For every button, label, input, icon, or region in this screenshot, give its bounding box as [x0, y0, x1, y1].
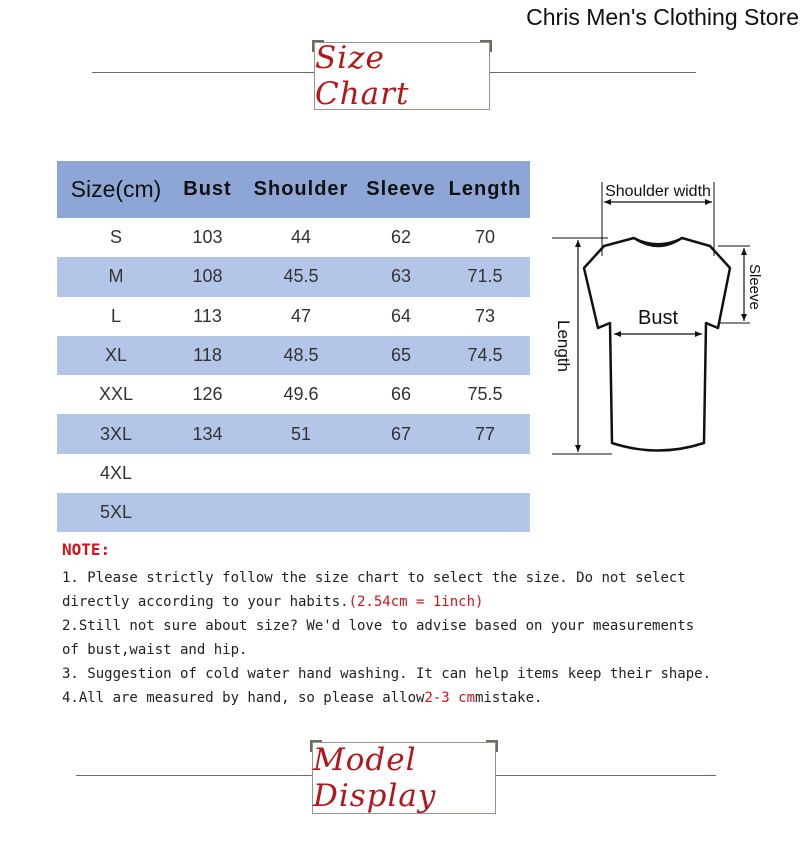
- cell-shoulder: 45.5: [283, 266, 319, 287]
- cell-size: S: [109, 227, 122, 248]
- sleeve-label: Sleeve: [746, 264, 763, 310]
- note-line-4: [62, 686, 782, 710]
- size-table: [57, 161, 530, 532]
- table-row: [57, 336, 530, 375]
- model-display-line-right: [496, 775, 716, 776]
- tshirt-outline: [584, 238, 730, 451]
- cell-size: 4XL: [99, 462, 133, 483]
- model-display-title-box: [312, 742, 496, 814]
- cell-sleeve: 63: [390, 266, 412, 287]
- model-display-line-left: [76, 775, 312, 776]
- length-label: Length: [554, 320, 573, 372]
- table-row: [57, 414, 530, 453]
- cell-size: 5XL: [99, 502, 133, 523]
- store-name: Chris Men's Clothing Store: [526, 4, 799, 30]
- cell-length: 73: [474, 305, 496, 326]
- cell-bust: 126: [192, 384, 223, 405]
- note-mistake-range: 2-3 cm: [424, 690, 476, 706]
- note-line-2a: 2.Still not sure about size? We'd love to advise based on your measurements: [62, 618, 695, 634]
- cell-sleeve: 66: [390, 384, 412, 405]
- note-line-3: 3. Suggestion of cold water hand washing. It can help items keep their shape.: [62, 666, 712, 682]
- header-shoulder: Shoulder: [253, 178, 349, 200]
- note-inch-conversion: (2.54cm = 1inch): [348, 594, 484, 610]
- cell-sleeve: 65: [390, 345, 412, 366]
- header-bust: Bust: [183, 178, 232, 200]
- note-line-4a: 4.All are measured by hand, so please allow: [62, 690, 425, 706]
- table-row: [57, 218, 530, 257]
- table-row: [57, 454, 530, 493]
- cell-length: 75.5: [467, 384, 503, 405]
- cell-bust: 103: [192, 227, 223, 248]
- cell-shoulder: 47: [290, 305, 312, 326]
- model-display-title: Model Display: [313, 742, 437, 814]
- cell-length: 70: [474, 227, 496, 248]
- cell-size: 3XL: [99, 423, 133, 444]
- cell-length: 74.5: [467, 345, 503, 366]
- notes-title: NOTE:: [62, 540, 111, 559]
- note-line-1b-text: directly according to your habits.: [62, 594, 349, 610]
- cell-shoulder: 51: [290, 423, 312, 444]
- cell-bust: 113: [193, 305, 222, 326]
- bust-label: Bust: [637, 307, 679, 329]
- size-chart-title-box: [314, 42, 490, 110]
- cell-length: 77: [474, 423, 496, 444]
- size-chart-line-left: [92, 72, 314, 73]
- size-table-header: [57, 161, 530, 218]
- table-row: [57, 493, 530, 532]
- note-line-1a: 1. Please strictly follow the size chart to select the size. Do not select: [62, 570, 686, 586]
- header-size: Size(cm): [70, 176, 162, 202]
- cell-sleeve: 62: [390, 227, 412, 248]
- table-row: [57, 297, 530, 336]
- note-line-4b: mistake.: [475, 690, 543, 706]
- cell-size: L: [110, 305, 121, 326]
- table-row: [57, 375, 530, 414]
- cell-shoulder: 44: [290, 227, 312, 248]
- header-length: Length: [448, 178, 522, 200]
- cell-sleeve: 67: [390, 423, 412, 444]
- cell-bust: 108: [192, 266, 223, 287]
- cell-size: XXL: [98, 384, 134, 405]
- cell-shoulder: 49.6: [283, 384, 319, 405]
- cell-sleeve: 64: [390, 305, 412, 326]
- tshirt-diagram: [548, 168, 778, 468]
- cell-bust: 118: [193, 345, 222, 366]
- cell-shoulder: 48.5: [283, 345, 319, 366]
- size-chart-title: Size Chart: [315, 40, 410, 112]
- cell-size: XL: [104, 345, 128, 366]
- shoulder-width-label: Shoulder width: [605, 183, 711, 200]
- cell-length: 71.5: [467, 266, 503, 287]
- header-sleeve: Sleeve: [366, 178, 436, 200]
- cell-size: M: [108, 266, 124, 287]
- cell-bust: 134: [192, 423, 223, 444]
- note-line-1b: [62, 590, 782, 614]
- size-chart-line-right: [490, 72, 696, 73]
- notes-section: [62, 538, 782, 710]
- note-line-2b: of bust,waist and hip.: [62, 642, 248, 658]
- table-row: [57, 257, 530, 296]
